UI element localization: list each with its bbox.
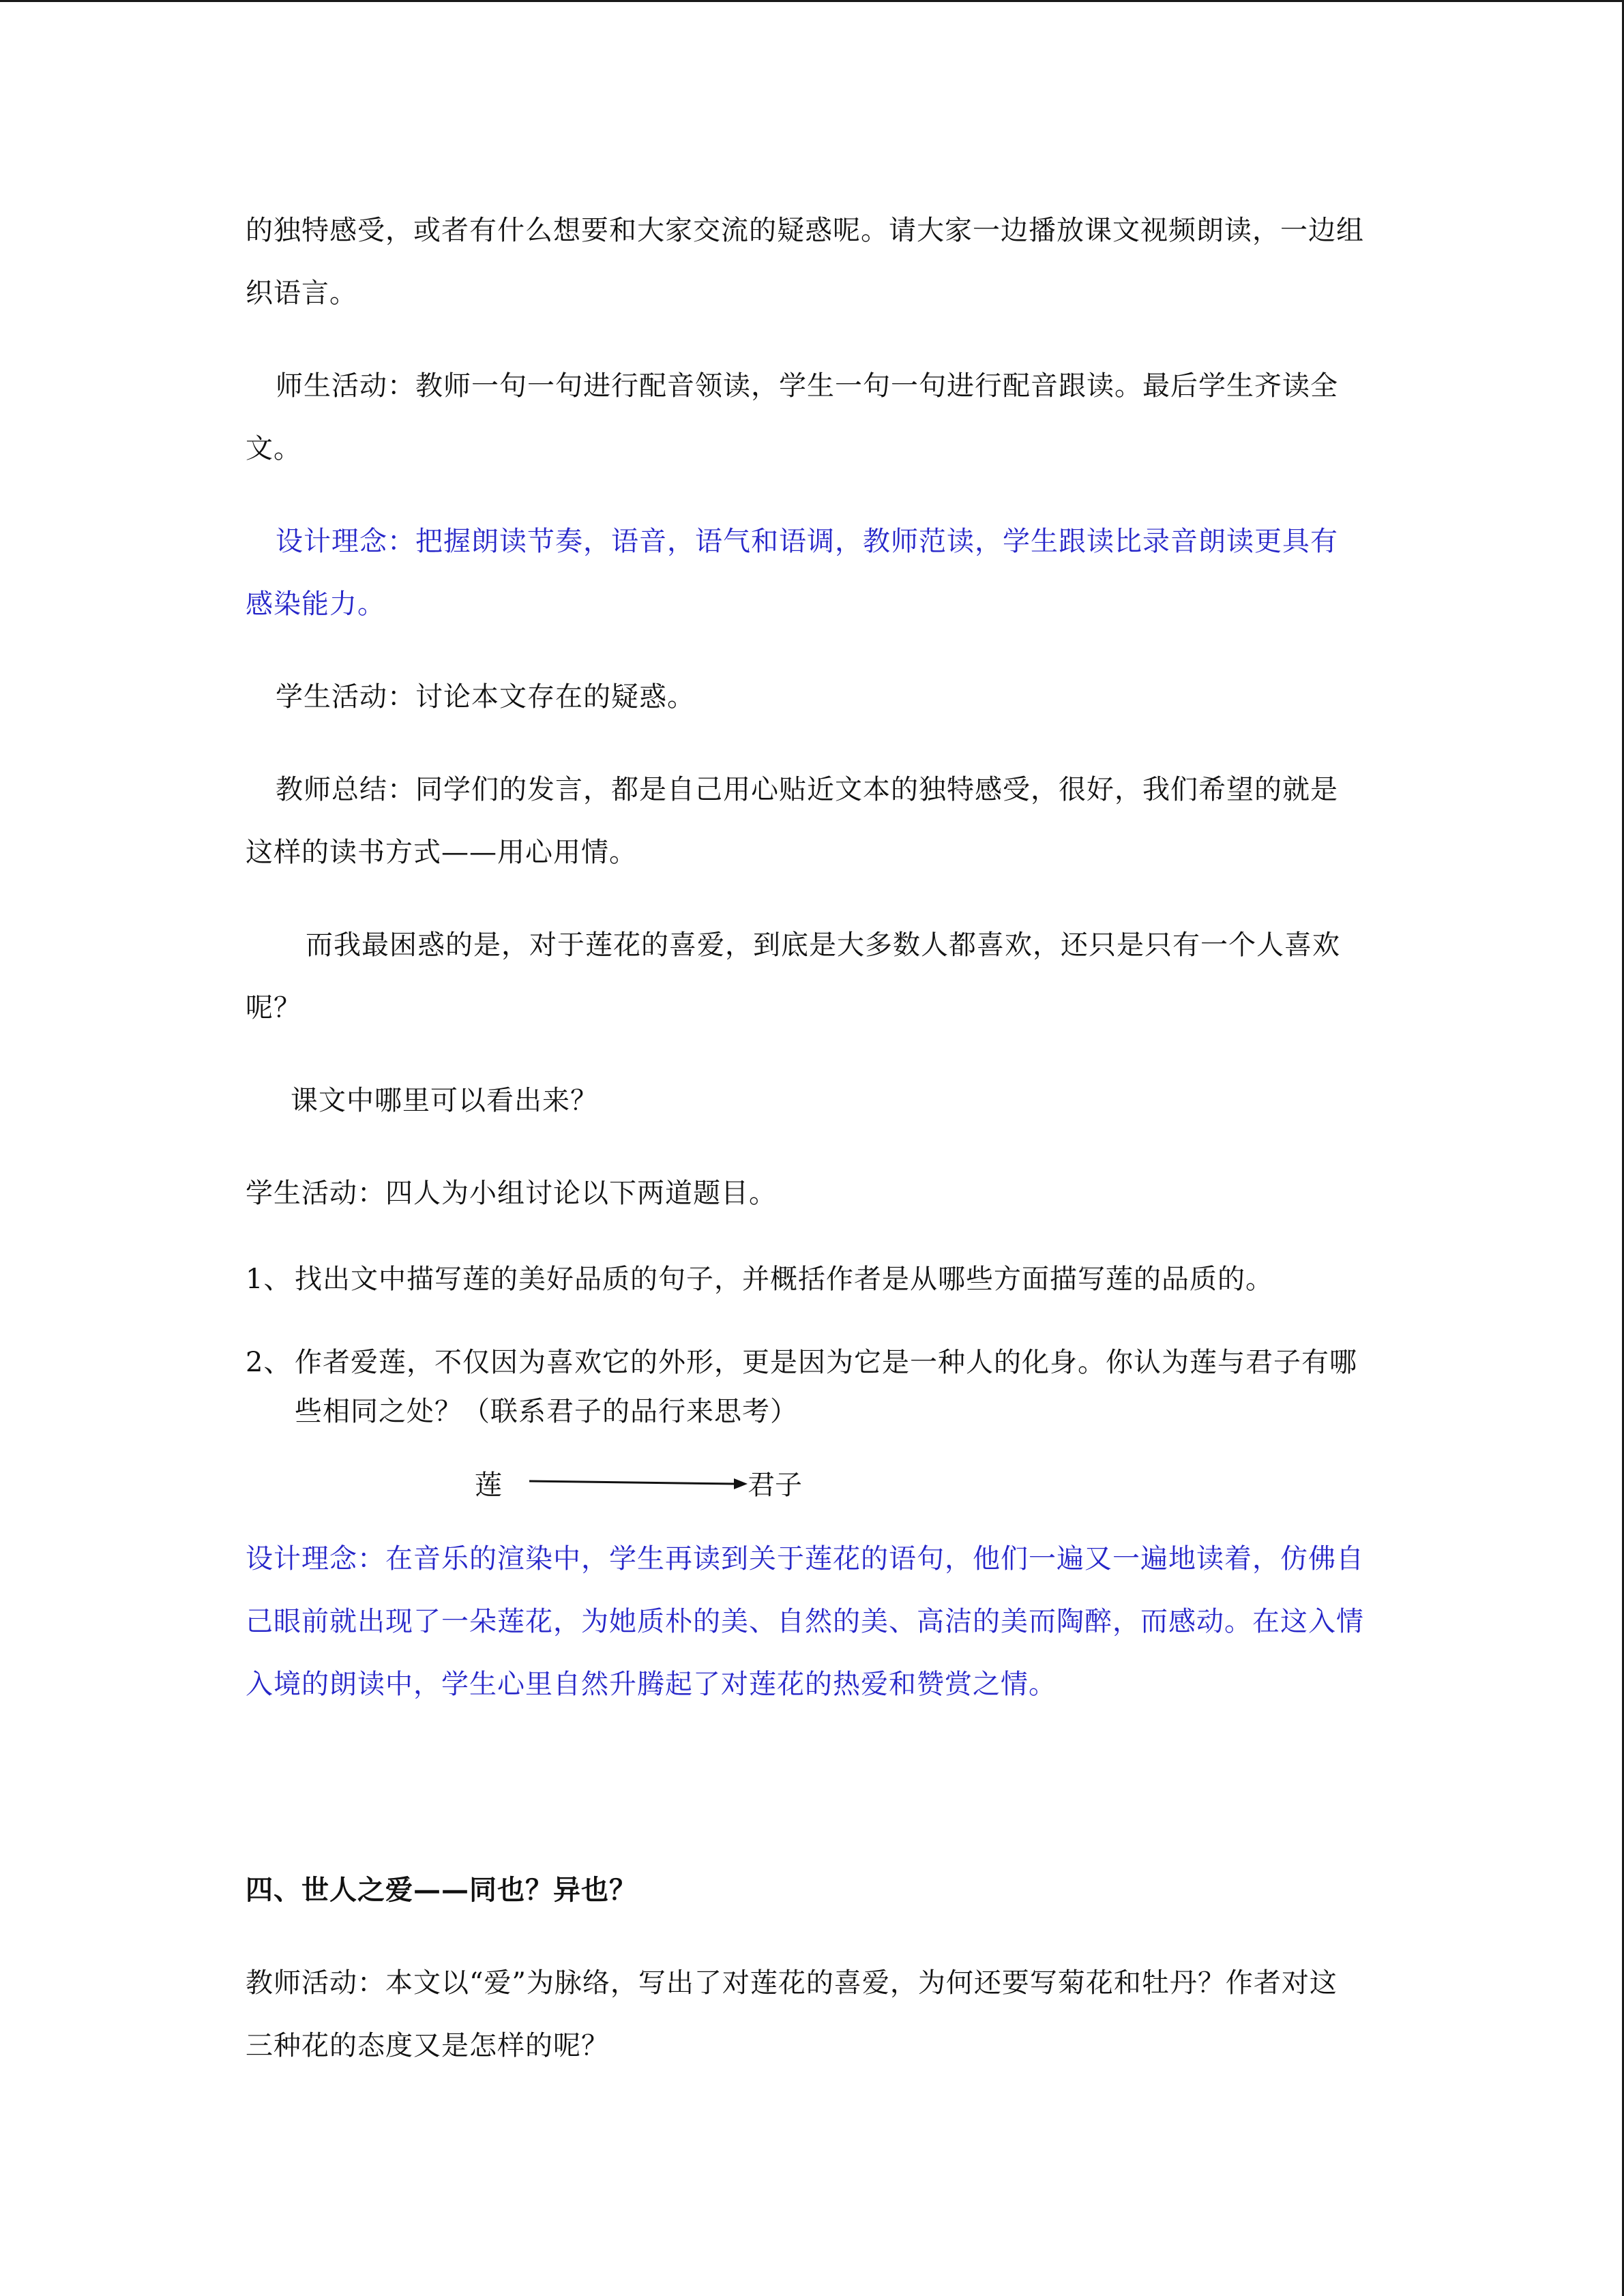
paragraph-question-lotus: 而我最困惑的是，对于莲花的喜爱，到底是大多数人都喜欢，还只是只有一个人喜欢呢？ xyxy=(246,929,1340,1024)
list-item-number: 2、 xyxy=(246,1347,292,1378)
list-item xyxy=(246,1338,1364,1436)
list-item-text: 找出文中描写莲的美好品质的句子，并概括作者是从哪些方面描写莲的品质的。 xyxy=(295,1264,1273,1295)
arrow-right-icon xyxy=(529,1476,748,1492)
paragraph-group-discussion: 学生活动：四人为小组讨论以下两道题目。 xyxy=(246,1178,777,1209)
design-note-reading: 设计理念：把握朗读节奏，语音，语气和语调，教师范读，学生跟读比录音朗读更具有感染能力。 xyxy=(246,526,1338,620)
list-item-number: 1、 xyxy=(246,1264,292,1295)
paragraph-teacher-student-activity: 师生活动：教师一句一句进行配音领读，学生一句一句进行配音跟读。最后学生齐读全文。 xyxy=(246,370,1338,464)
lotus-gentleman-diagram xyxy=(246,1444,1364,1526)
paragraph-reading-prompt: 的独特感受，或者有什么想要和大家交流的疑惑呢。请大家一边播放课文视频朗读，一边组织语言。 xyxy=(246,215,1364,309)
diagram-right-label: 君子 xyxy=(748,1470,802,1501)
diagram-left-label: 莲 xyxy=(475,1470,502,1501)
list-item-text: 作者爱莲，不仅因为喜欢它的外形，更是因为它是一种人的化身。你认为莲与君子有哪些相同之处？（联系君子的品行来思考） xyxy=(295,1347,1357,1427)
paragraph-student-discussion: 学生活动：讨论本文存在的疑惑。 xyxy=(276,681,695,713)
paragraph-teacher-summary: 教师总结：同学们的发言，都是自己用心贴近文本的独特感受，很好，我们希望的就是这样的读书方式——用心用情。 xyxy=(246,774,1338,868)
document-page xyxy=(246,199,1364,2077)
paragraph-teacher-activity: 教师活动：本文以“爱”为脉络，写出了对莲花的喜爱，为何还要写菊花和牡丹？作者对这三种花的态度又是怎样的呢？ xyxy=(246,1967,1338,2061)
design-note-lotus: 设计理念：在音乐的渲染中，学生再读到关于莲花的语句，他们一遍又一遍地读着，仿佛自己眼前就出现了一朵莲花，为她质朴的美、自然的美、高洁的美而陶醉，而感动。在这入情入境的朗读中，学生心里自然升腾起了对莲花的热爱和赞赏之情。 xyxy=(246,1543,1364,1700)
section-heading: 四、世人之爱——同也？异也？ xyxy=(246,1874,637,1906)
top-border xyxy=(0,0,1624,2)
list-item xyxy=(246,1255,1364,1304)
paragraph-where-in-text: 课文中哪里可以看出来？ xyxy=(291,1085,598,1116)
